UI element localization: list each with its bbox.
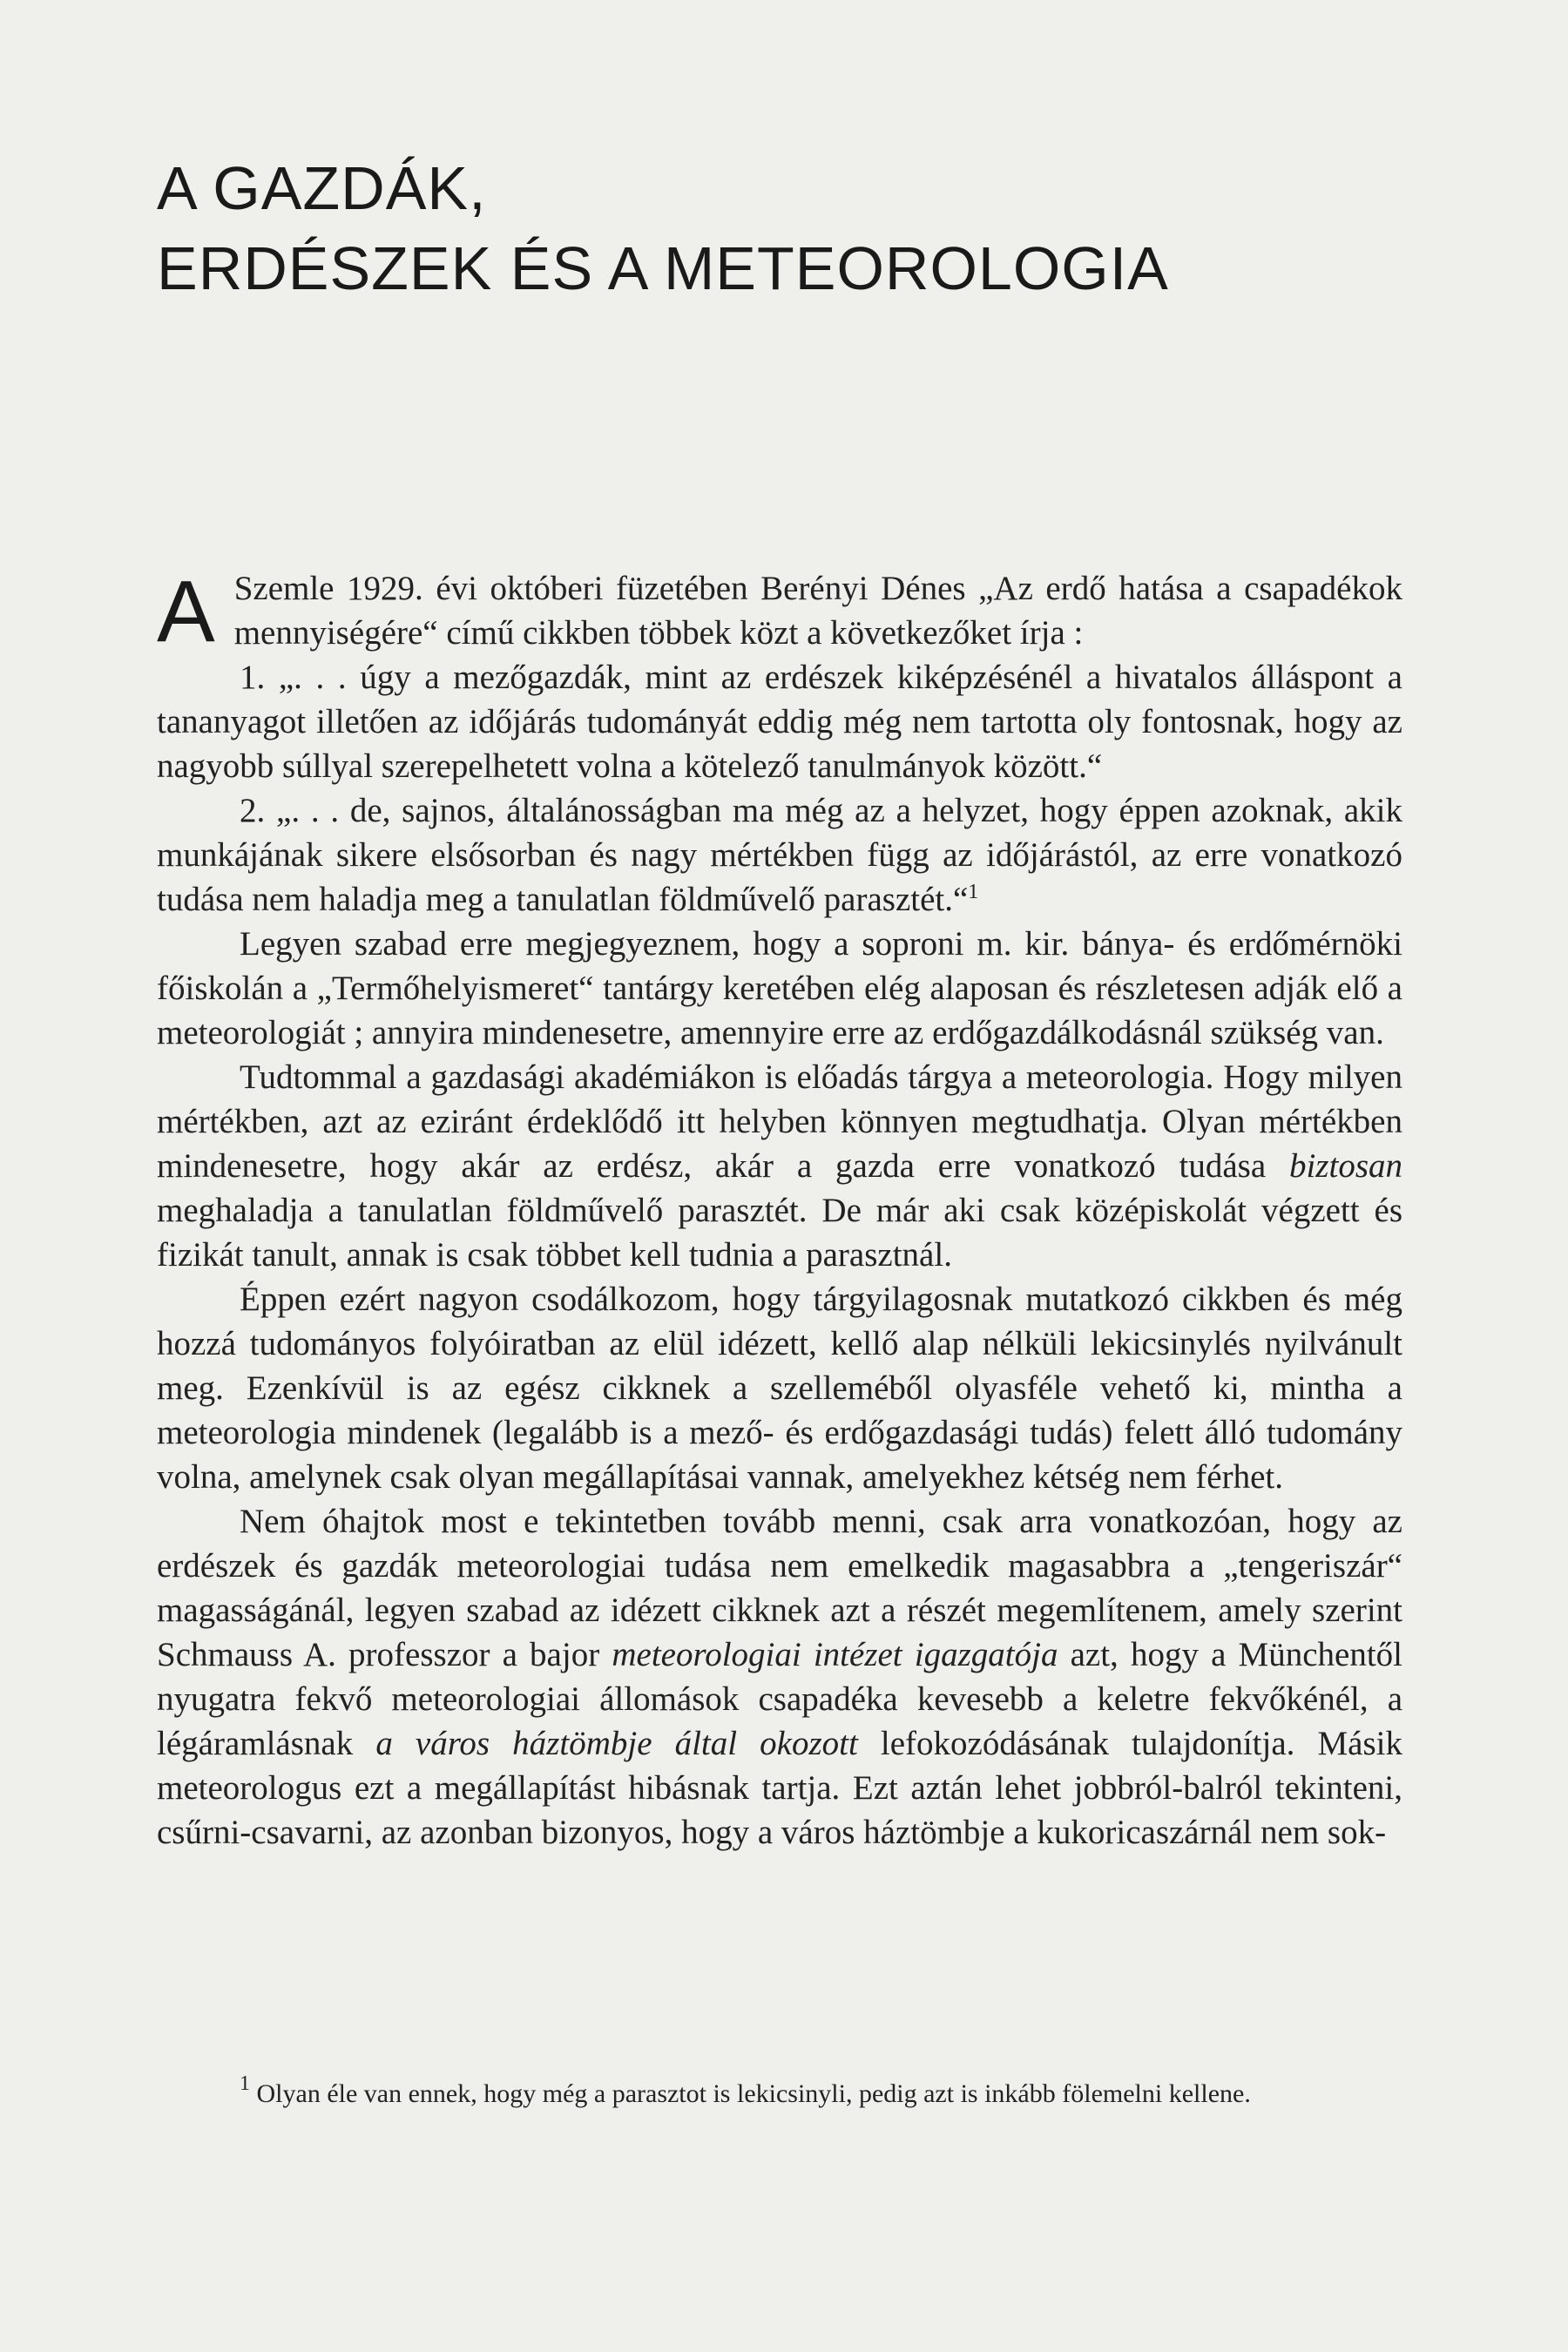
footnote-paragraph: [157, 2072, 1402, 2111]
paragraph-6-text-c: lefokozódásának tulajdonítja. Másik meteorologus ezt a megállapítást hibásnak tartja. Ezt aztán lehet jobbról-balról tekinteni, csűrni-csavarni, az azonban bizonyos, hogy a város háztömbje a kukoricaszárnál nem sok-: [157, 1725, 1402, 1851]
paragraph-6-text-a: Nem óhajtok most e tekintetben tovább menni, csak arra vonatkozóan, hogy az erdészek és gazdák meteorologiai tudása nem emelkedik magasabbra a „tengeriszár“ magasságánál, legyen szabad az idézett cikknek azt a részét megemlítenem, amely szerint Schmauss A. professzor a bajor: [157, 1503, 1402, 1673]
paragraph-6-text-b: azt, hogy a Münchentől nyugatra fekvő meteorologiai állomások csapadéka kevesebb a keletre fekvőkénél, a légáramlásnak: [157, 1636, 1403, 1762]
title-line-2: ERDÉSZEK ÉS A METEOROLOGIA: [157, 234, 1169, 302]
article-title: [157, 148, 1289, 308]
paragraph-4-text-b: meghaladja a tanulatlan földművelő parasztét. De már aki csak középiskolát végzett és fizikát tanult, annak is csak többet kell tudnia a parasztnál.: [157, 1192, 1402, 1274]
paragraph-4-text-a: Tudtommal a gazdasági akadémiákon is előadás tárgya a meteorologia. Hogy milyen mértékben, azt az eziránt érdeklődő itt helyben könnyen megtudhatja. Olyan mértékben mindenesetre, hogy akár az erdész, akár a gazda erre vonatkozó tudása: [157, 1058, 1402, 1185]
footnote-mark: 1: [240, 2072, 250, 2095]
paragraph-6: [157, 1499, 1402, 1855]
article-body: [157, 563, 1403, 1855]
quote-2-paragraph: [157, 788, 1402, 922]
paragraph-6-italic-2: a város háztömbje által okozott: [375, 1725, 858, 1762]
quote-1-text: 1. „. . . úgy a mezőgazdák, mint az erdészek kiképzésénél a hivatalos álláspont a tananyagot illetően az időjárás tudományát eddig még nem tartotta oly fontosnak, hogy az nagyobb súllyal szerepelhetett volna a kötelező tanulmányok között.“: [157, 659, 1402, 785]
drop-cap: A: [157, 563, 215, 660]
paragraph-5: [157, 1277, 1402, 1499]
footnote-text: Olyan éle van ennek, hogy még a parasztot is lekicsinyli, pedig azt is inkább fölemelni kellene.: [250, 2079, 1251, 2108]
quote-1-paragraph: [157, 655, 1402, 788]
paragraph-4: [157, 1055, 1402, 1277]
paragraph-3: [157, 922, 1402, 1055]
footnote-reference: 1: [968, 881, 979, 903]
footnote: [157, 2072, 1402, 2111]
title-line-1: A GAZDÁK,: [157, 154, 487, 222]
intro-text: Szemle 1929. évi októberi füzetében Berényi Dénes „Az erdő hatása a csapadékok mennyiségére“ című cikkben többek közt a következőket írja :: [233, 570, 1402, 652]
paragraph-6-italic-1: meteorologiai intézet igazgatója: [612, 1636, 1058, 1673]
paragraph-4-italic: biztosan: [1288, 1147, 1402, 1185]
quote-2-text: 2. „. . . de, sajnos, általánosságban ma még az a helyzet, hogy éppen azoknak, akik munkájának sikere elsősorban és nagy mértékben függ az időjárástól, az erre vonatkozó tudása nem haladja meg a tanulatlan földművelő parasztét.“: [157, 792, 1402, 918]
paragraph-5-text: Éppen ezért nagyon csodálkozom, hogy tárgyilagosnak mutatkozó cikkben és még hozzá tudományos folyóiratban az elül idézett, kellő alap nélküli lekicsinylés nyilvánult meg. Ezenkívül is az egész cikknek a szelleméből olyasféle vehető ki, mintha a meteorologia mindenek (legalább is a mező- és erdőgazdasági tudás) felett álló tudomány volna, amelynek csak olyan megállapításai vannak, amelyekhez kétség nem férhet.: [157, 1281, 1402, 1496]
paragraph-3-text: Legyen szabad erre megjegyeznem, hogy a soproni m. kir. bánya- és erdőmérnöki főiskolán a „Termőhelyismeret“ tantárgy keretében elég alaposan és részletesen adják elő a meteorologiát ; annyira mindenesetre, amennyire erre az erdőgazdálkodásnál szükség van.: [157, 925, 1402, 1051]
intro-paragraph: [157, 563, 1402, 660]
